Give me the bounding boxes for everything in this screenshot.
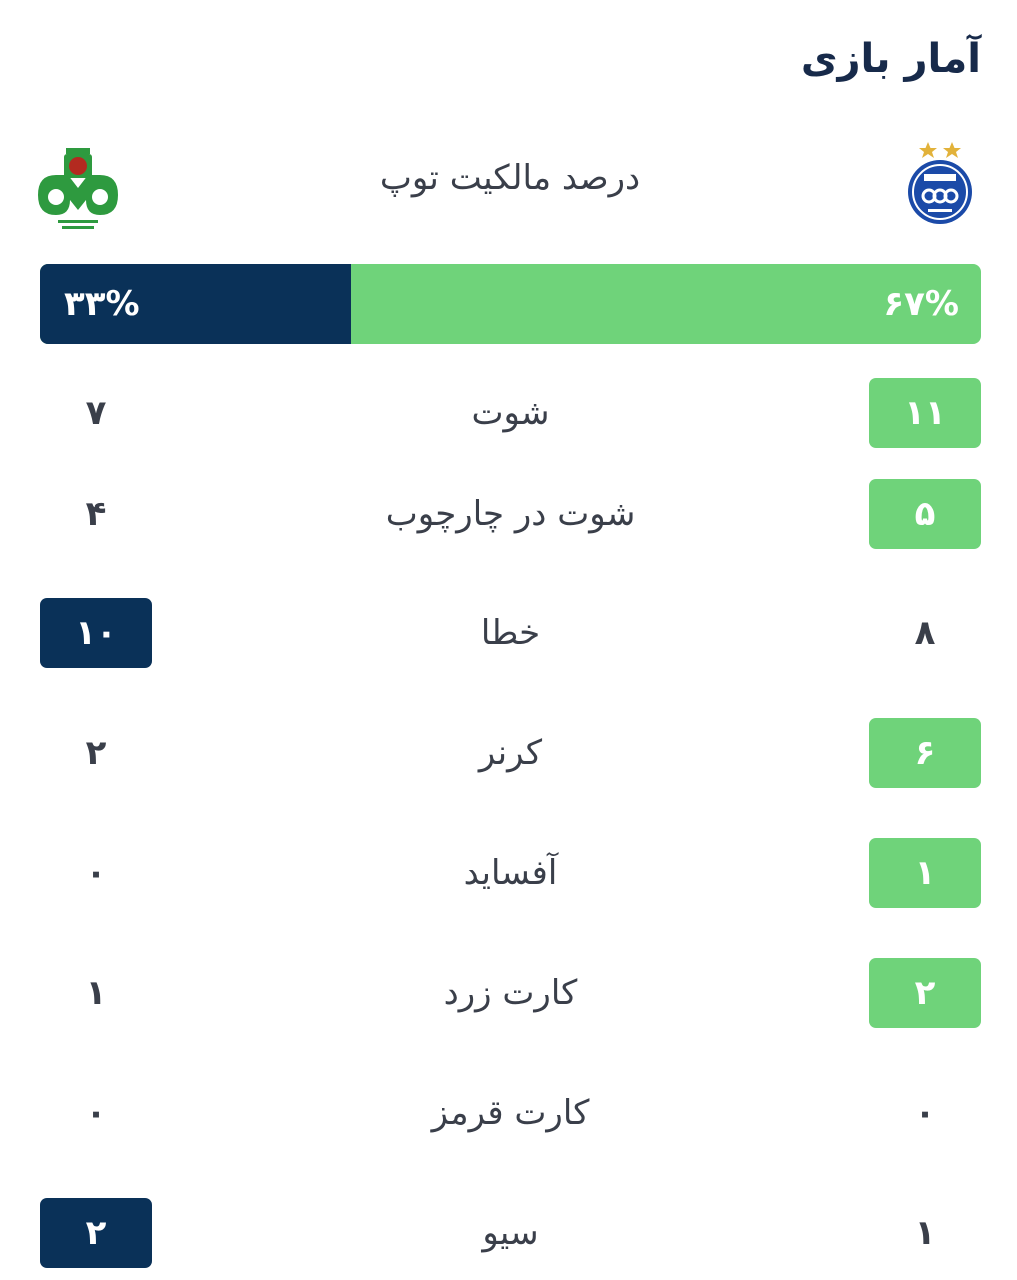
stat-row <box>40 838 981 908</box>
page-title: آمار بازی <box>800 36 981 82</box>
stat-left-value: ۲ <box>40 1198 152 1268</box>
stat-label: شوت <box>471 393 550 433</box>
stat-label: کارت زرد <box>443 973 578 1013</box>
stat-right-value: ۲ <box>869 958 981 1028</box>
stat-left-value: ۰ <box>85 853 107 893</box>
possession-label: درصد مالکیت توپ <box>379 158 641 198</box>
stat-right-value: ۸ <box>914 613 936 653</box>
stat-left-value: ۱۰ <box>40 598 152 668</box>
zob-ahan-logo-icon <box>28 140 128 240</box>
stat-right-value: ۱ <box>914 1213 936 1253</box>
possession-left-value: ۳۳% <box>64 284 140 324</box>
stat-right-value: ۱ <box>869 838 981 908</box>
possession-right-value: ۶۷% <box>883 284 959 324</box>
stat-label: خطا <box>480 613 541 653</box>
stat-label: کرنر <box>478 733 543 773</box>
stat-label: آفساید <box>463 853 558 893</box>
stat-row <box>40 378 981 448</box>
stat-row <box>40 718 981 788</box>
stat-row <box>40 958 981 1028</box>
stat-row <box>40 1198 981 1268</box>
stat-left-value: ۲ <box>85 733 107 773</box>
stat-right-value: ۵ <box>869 479 981 549</box>
stat-row <box>40 1078 981 1148</box>
stat-left-value: ۱ <box>85 973 107 1013</box>
stat-right-value: ۶ <box>869 718 981 788</box>
stat-label: سیو <box>482 1213 539 1253</box>
stat-label: شوت در چارچوب <box>385 494 636 534</box>
stat-left-value: ۷ <box>85 393 107 433</box>
stat-right-value: ۱۱ <box>869 378 981 448</box>
stat-left-value: ۰ <box>85 1093 107 1133</box>
stat-label: کارت قرمز <box>431 1093 590 1133</box>
stat-row <box>40 598 981 668</box>
possession-bar <box>40 264 981 344</box>
esteghlal-logo-icon <box>890 134 990 234</box>
stat-left-value: ۴ <box>85 494 107 534</box>
stat-row <box>40 479 981 549</box>
stat-right-value: ۰ <box>914 1093 936 1133</box>
